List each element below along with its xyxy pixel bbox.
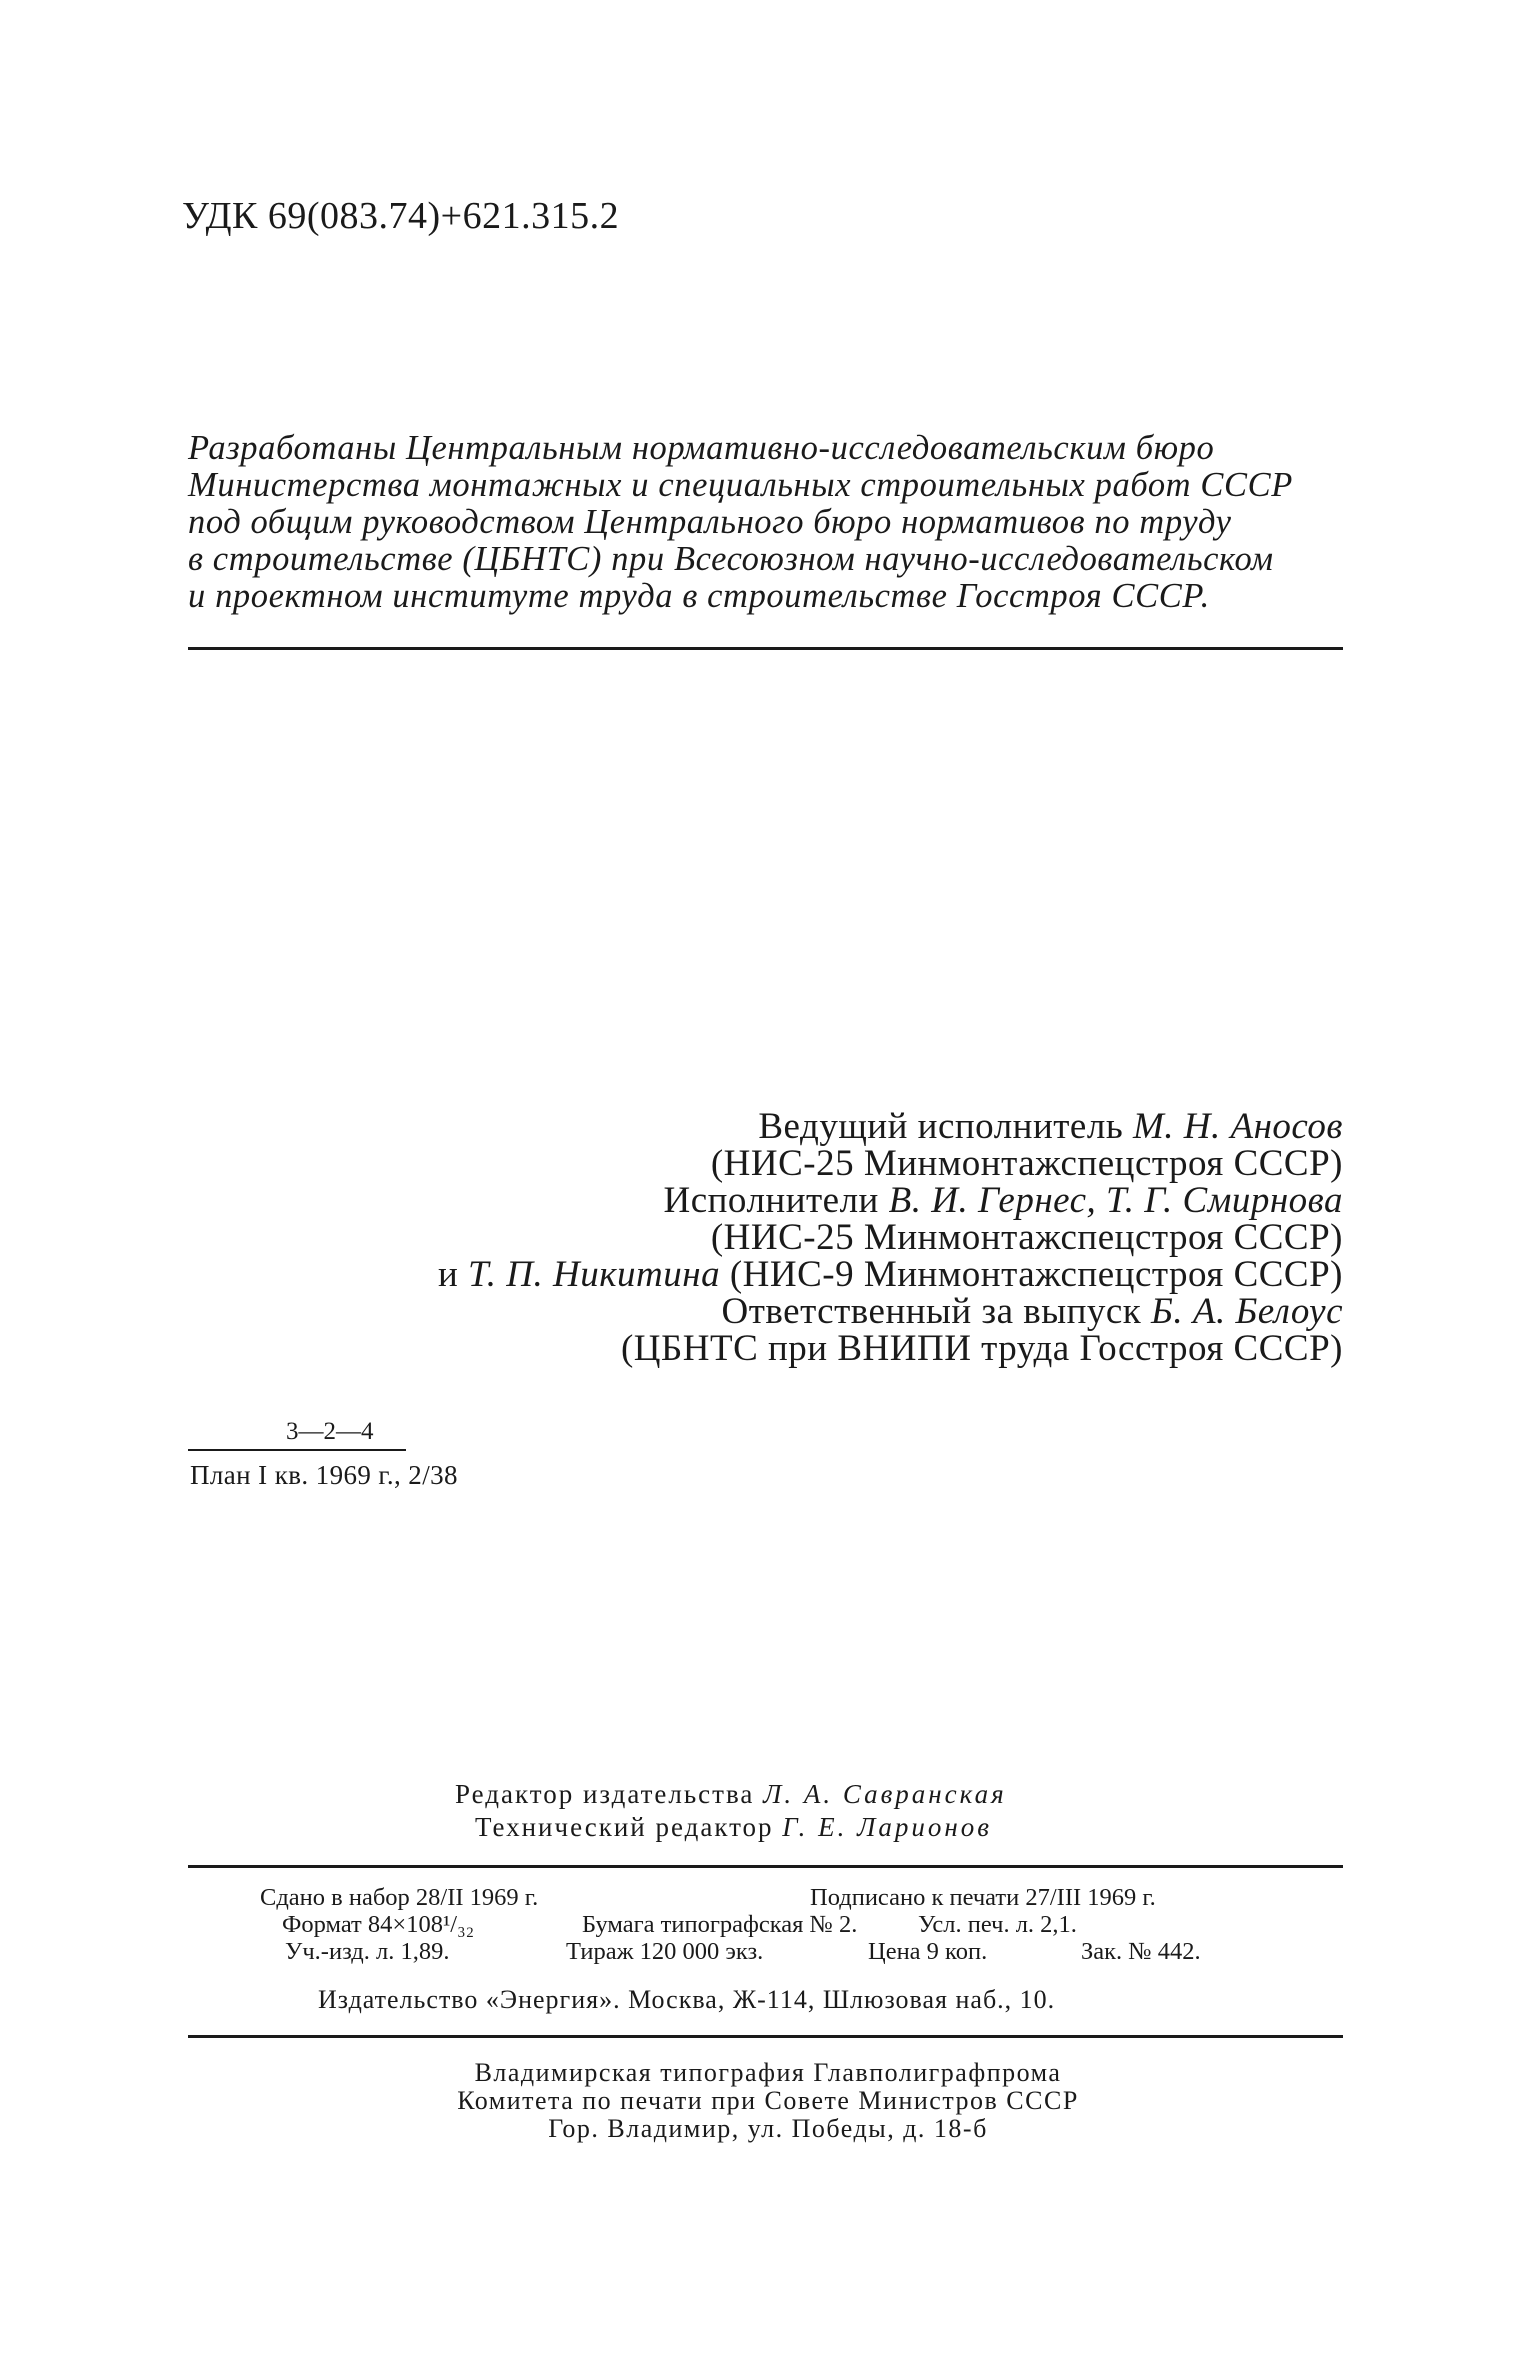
- imprint-row: [260, 1938, 1310, 1965]
- printer-line: Комитета по печати при Совете Министров СССР: [457, 2086, 1079, 2115]
- imprint-sheets: Усл. печ. л. 2,1.: [918, 1911, 1077, 1938]
- imprint-print-run: Тираж 120 000 экз.: [566, 1938, 764, 1965]
- performers-role: Исполнители: [663, 1180, 879, 1221]
- imprint-pub-sheets: Уч.-изд. л. 1,89.: [285, 1938, 450, 1965]
- imprint-row: [260, 1911, 1310, 1938]
- printer-line: Гор. Владимир, ул. Победы, д. 18-б: [548, 2114, 988, 2143]
- credits-lead: [438, 1108, 1343, 1145]
- developers-line: Министерства монтажных и специальных строительных работ СССР: [188, 466, 1293, 504]
- performers-names: В. И. Гернес, Т. Г. Смирнова: [888, 1180, 1343, 1221]
- lead-role: Ведущий исполнитель: [758, 1106, 1124, 1147]
- divider: [188, 647, 1343, 650]
- credits-performers: [438, 1182, 1343, 1219]
- imprint-signed: Подписано к печати 27/III 1969 г.: [810, 1884, 1156, 1911]
- plan-text: План I кв. 1969 г., 2/38: [190, 1460, 458, 1490]
- developers-line: Разработаны Центральным нормативно-исследовательским бюро: [188, 429, 1215, 467]
- performers-org: (НИС-25 Минмонтажспецстроя СССР): [710, 1217, 1343, 1258]
- developers-line: и проектном институте труда в строительстве Госстроя СССР.: [188, 577, 1210, 615]
- plan-divider: [188, 1449, 406, 1451]
- performer3-prefix: и: [437, 1254, 459, 1295]
- tech-editor-name: Г. Е. Ларионов: [782, 1812, 993, 1842]
- printer-block: [0, 2059, 1536, 2143]
- plan-code: 3—2—4: [286, 1418, 374, 1445]
- lead-name: М. Н. Аносов: [1132, 1106, 1343, 1147]
- developers-line: в строительстве (ЦБНТС) при Всесоюзном научно-исследовательском: [188, 540, 1274, 578]
- responsible-name: Б. А. Белоус: [1151, 1291, 1343, 1332]
- imprint-row: [260, 1884, 1310, 1911]
- divider: [188, 1865, 1343, 1868]
- developers-line: под общим руководством Центрального бюро нормативов по труду: [188, 503, 1232, 541]
- publisher-editor: [455, 1778, 1007, 1811]
- udk-code: УДК 69(083.74)+621.315.2: [182, 195, 620, 237]
- lead-org: (НИС-25 Минмонтажспецстроя СССР): [710, 1143, 1343, 1184]
- tech-editor: [455, 1811, 1007, 1844]
- credits-performer3: [438, 1256, 1343, 1293]
- editors-block: [455, 1778, 1007, 1844]
- imprint-paper: Бумага типографская № 2.: [582, 1911, 858, 1938]
- responsible-role: Ответственный за выпуск: [721, 1291, 1142, 1332]
- publisher-line: Издательство «Энергия». Москва, Ж-114, Шлюзовая наб., 10.: [318, 1985, 1056, 2014]
- imprint-format: Формат 84×108¹/₃₂: [282, 1911, 475, 1938]
- tech-editor-label: Технический редактор: [475, 1812, 774, 1842]
- performer3-name: Т. П. Никитина: [468, 1254, 721, 1295]
- imprint-order: Зак. № 442.: [1081, 1938, 1201, 1965]
- publisher-editor-name: Л. А. Савранская: [763, 1779, 1007, 1809]
- publisher-editor-label: Редактор издательства: [455, 1779, 755, 1809]
- performer3-org: (НИС-9 Минмонтажспецстроя СССР): [729, 1254, 1343, 1295]
- responsible-org: (ЦБНТС при ВНИПИ труда Госстроя СССР): [620, 1328, 1343, 1369]
- divider: [188, 2035, 1343, 2038]
- imprint-price: Цена 9 коп.: [868, 1938, 988, 1965]
- printer-line: Владимирская типография Главполиграфпрома: [474, 2058, 1062, 2087]
- credits-responsible: [438, 1293, 1343, 1330]
- credits-block: [438, 1108, 1343, 1367]
- imprint-submitted: Сдано в набор 28/II 1969 г.: [260, 1884, 539, 1911]
- developers-paragraph: [188, 430, 1348, 615]
- imprint-block: [260, 1884, 1310, 1965]
